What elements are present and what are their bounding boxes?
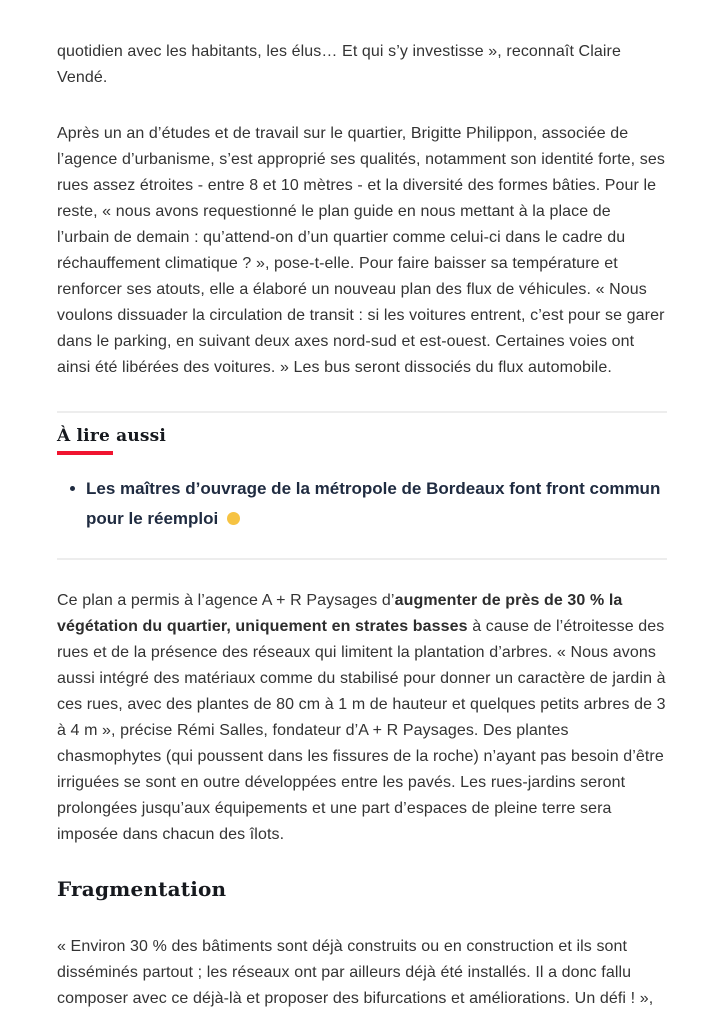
read-also-box	[57, 411, 667, 560]
read-also-list	[57, 474, 667, 534]
article-paragraph: « Environ 30 % des bâtiments sont déjà construits ou en construction et ils sont disséminés partout ; les réseaux ont par ailleurs déjà été installés. Il a donc fallu composer avec ce déjà-là et proposer des bifurcations et améliorations. Un défi ! »,	[57, 938, 654, 1007]
paragraph-bold-text: augmenter de près de 30 % la végétation du quartier, uniquement en strates basses	[57, 592, 623, 635]
article-paragraph: Après un an d’études et de travail sur le quartier, Brigitte Philippon, associée de l’agence d’urbanisme, s’est approprié ses qualités, notamment son identité forte, ses rues assez étroites - entre 8 et 10 mètres - et la diversité des formes bâties. Pour le reste, « nous avons requestionné le plan guide en nous mettant à la place de l’urbain de demain : qu’attend-on d’un quartier comme celui-ci dans le cadre du réchauffement climatique ? », pose-t-elle. Pour faire baisser sa température et renforcer ses atouts, elle a élaboré un nouveau plan des flux de véhicules. « Nous voulons dissuader la circulation de transit : si les voitures entrent, c’est pour se garer dans le parking, en suivant deux axes nord-sud et est-ouest. Certaines voies ont ainsi été libérées des voitures. » Les bus seront dissociés du flux automobile.	[57, 125, 665, 376]
read-also-list-item	[70, 474, 667, 534]
paragraph-text: à cause de l’étroitesse des rues et de la présence des réseaux qui limitent la plantation d’arbres. « Nous avons aussi intégré des matériaux comme du stabilisé pour donner un caractère de jardin à ces rues, avec des plantes de 80 cm à 1 m de hauteur et quelques petits arbres de 3 à 4 m », précise Rémi Salles, fondateur d’A + R Paysages. Des plantes chasmophytes (qui poussent dans les fissures de la roche) n’ayant pas besoin d’être irriguées se sont en outre développées entre les pavés. Les rues-jardins seront prolongées jusqu’aux équipements et une part d’espaces de pleine terre sera imposée dans chacun des îlots.	[57, 618, 666, 843]
related-article-link[interactable]	[86, 479, 660, 528]
red-accent-bar	[57, 451, 113, 455]
article-paragraph	[57, 588, 667, 848]
related-article-link-label: Les maîtres d’ouvrage de la métropole de Bordeaux font front commun pour le réemploi	[86, 479, 661, 528]
section-heading: Fragmentation	[57, 877, 227, 901]
article-paragraph: quotidien avec les habitants, les élus… Et qui s’y investisse », reconnaît Claire Vendé.	[57, 43, 621, 86]
paragraph-text: Ce plan a permis à l’agence A + R Paysages d’	[57, 592, 395, 609]
subscriber-badge-icon	[227, 512, 240, 525]
read-also-title: À lire aussi	[57, 426, 167, 446]
